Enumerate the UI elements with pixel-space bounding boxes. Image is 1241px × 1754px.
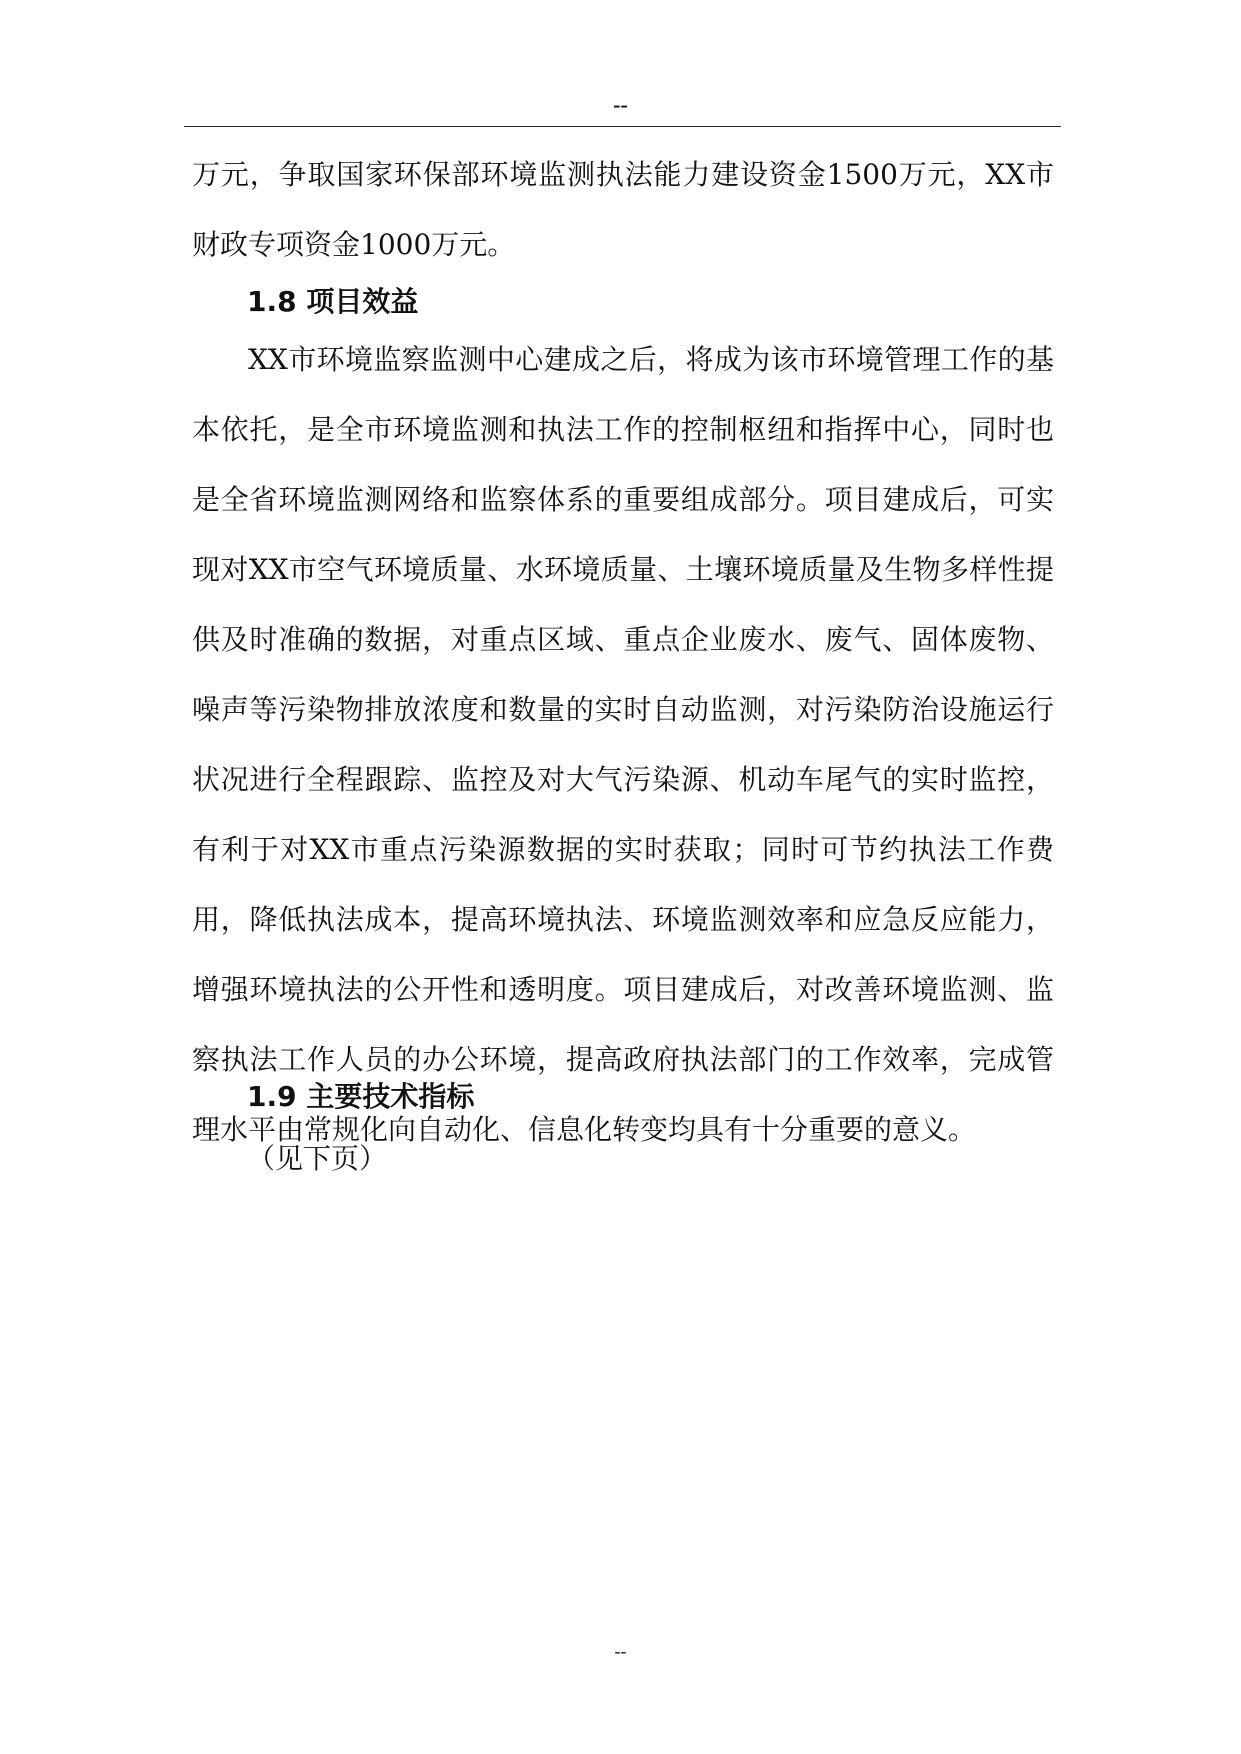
page-header: --	[613, 92, 628, 117]
paragraph-funding-continued: 万元，争取国家环保部环境监测执法能力建设资金1500万元，XX市财政专项资金1000万元。	[192, 158, 1054, 261]
section-heading-1-9: 1.9 主要技术指标	[247, 1080, 475, 1113]
section-heading-1-8: 1.8 项目效益	[247, 285, 419, 318]
page-footer: --	[614, 1641, 627, 1661]
header-divider	[184, 126, 1061, 127]
paragraph-project-benefits: XX市环境监察监测中心建成之后，将成为该市环境管理工作的基本依托，是全市环境监测和执法工作的控制枢纽和指挥中心，同时也是全省环境监测网络和监察体系的重要组成部分。项目建成后，可实现对XX市空气环境质量、水环境质量、土壤环境质量及生物多样性提供及时准确的数据，对重点区域、重点企业废水、废气、固体废物、噪声等污染物排放浓度和数量的实时自动监测，对污染防治设施运行状况进行全程跟踪、监控及对大气污染源、机动车尾气的实时监控，有利于对XX市重点污染源数据的实时获取；同时可节约执法工作费用，降低执法成本，提高环境执法、环境监测效率和应急反应能力，增强环境执法的公开性和透明度。项目建成后，对改善环境监测、监察执法工作人员的办公环境，提高政府执法部门的工作效率，完成管理水平由常规化向自动化、信息化转变均具有十分重要的意义。	[192, 343, 1054, 1146]
see-next-page-note: （见下页）	[247, 1142, 388, 1175]
